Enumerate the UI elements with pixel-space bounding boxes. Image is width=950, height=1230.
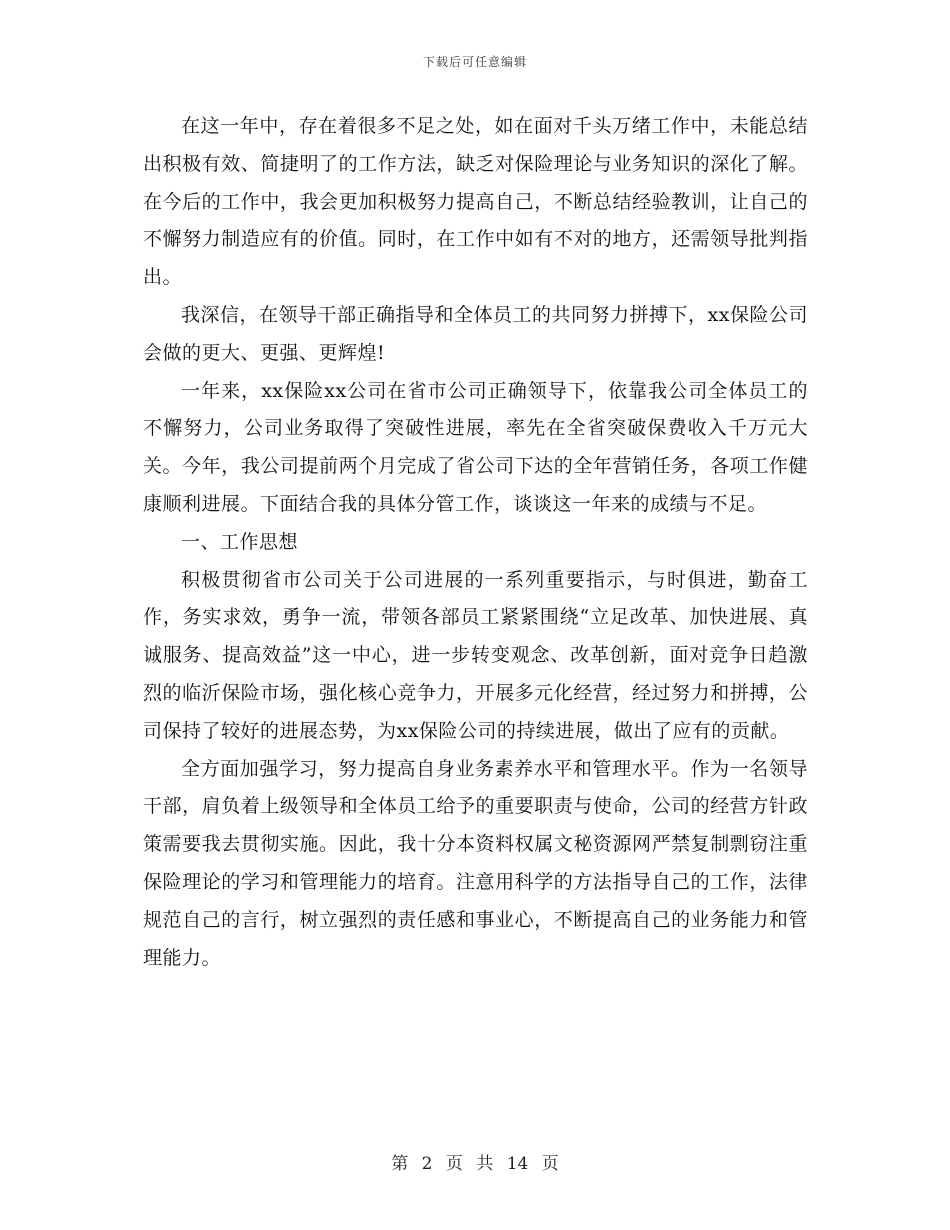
page-number: 第 2 页 共 14 页 <box>391 1154 559 1174</box>
paragraph-belief: 我深信，在领导干部正确指导和全体员工的共同努力拼搏下，xx保险公司会做的更大、更强、更辉煌! <box>143 303 808 364</box>
paragraph-year-review: 一年来，xx保险xx公司在省市公司正确领导下，依靠我公司全体员工的不懈努力，公司业务取得了突破性进展，率先在全省突破保费收入千万元大关。今年，我公司提前两个月完成了省公司下达的全年营销任务，各项工作健康顺利进展。下面结合我的具体分管工作，谈谈这一年来的成绩与不足。 <box>143 379 808 515</box>
section-heading-work-thinking: 一、工作思想 <box>181 530 299 553</box>
paragraph-work-thinking: 积极贯彻省市公司关于公司进展的一系列重要指示，与时俱进，勤奋工作，务实求效，勇争一流，带领各部员工紧紧围绕“立足改革、加快进展、真诚服务、提高效益”这一中心，进一步转变观念、改革创新，面对竞争日趋激烈的临沂保险市场，强化核心竞争力，开展多元化经营，经过努力和拼搏，公司保持了较好的进展态势，为xx保险公司的持续进展，做出了应有的贡献。 <box>143 568 808 742</box>
document-body <box>143 108 808 977</box>
paragraph-learning: 全方面加强学习，努力提高自身业务素养水平和管理水平。作为一名领导干部，肩负着上级领导和全体员工给予的重要职责与使命，公司的经营方针政策需要我去贯彻实施。因此，我十分本资料权属文秘资源网严禁复制剽窃注重保险理论的学习和管理能力的培育。注意用科学的方法指导自己的工作，法律规范自己的言行，树立强烈的责任感和事业心，不断提高自己的业务能力和管理能力。 <box>143 757 808 969</box>
header-note: 下载后可任意编辑 <box>422 55 527 69</box>
paragraph-shortcomings: 在这一年中，存在着很多不足之处，如在面对千头万绪工作中，未能总结出积极有效、简捷明了的工作方法，缺乏对保险理论与业务知识的深化了解。在今后的工作中，我会更加积极努力提高自己，不断总结经验教训，让自己的不懈努力制造应有的价值。同时，在工作中如有不对的地方，还需领导批判指出。 <box>143 115 808 289</box>
